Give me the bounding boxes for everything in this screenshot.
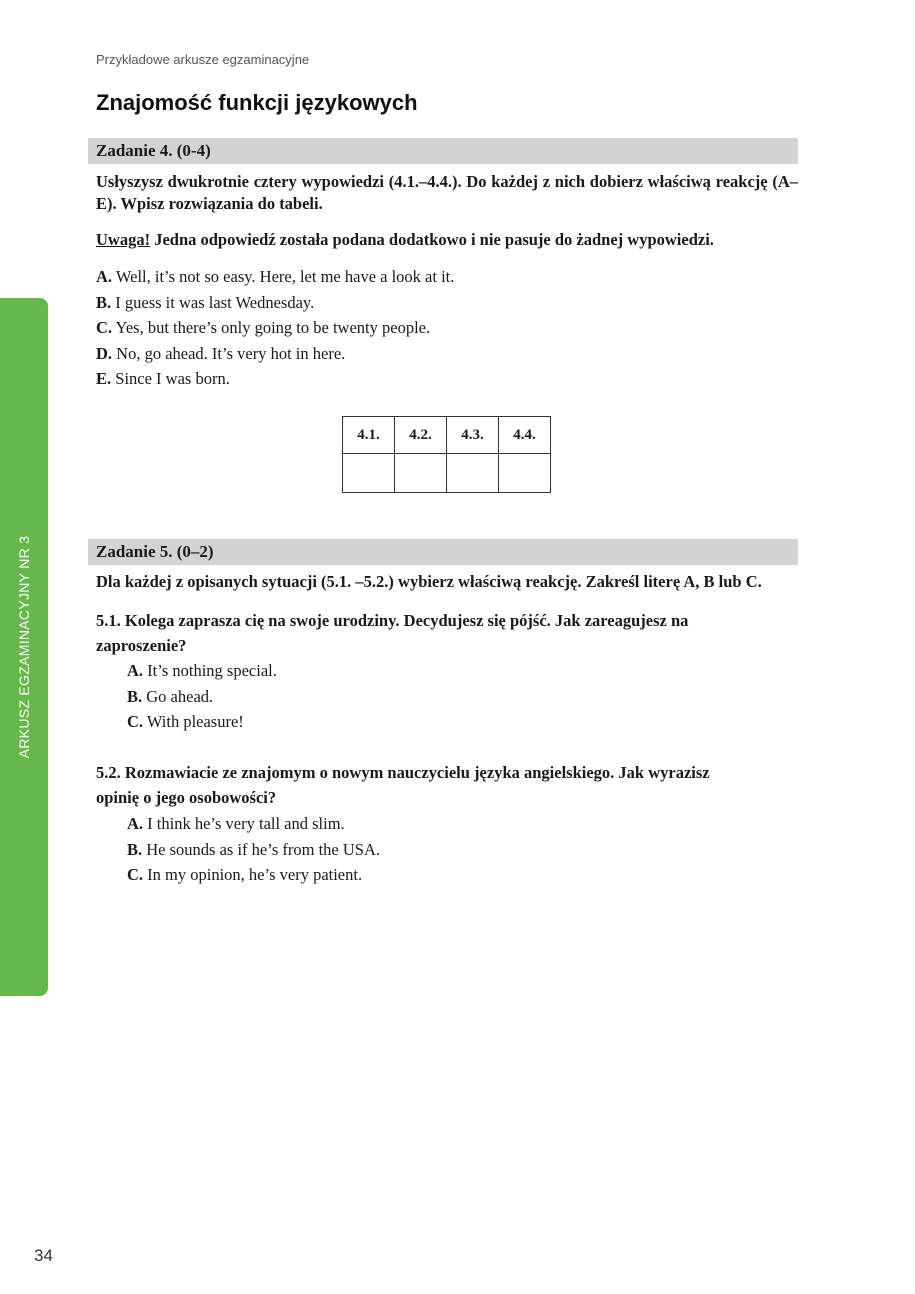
option-d: D. No, go ahead. It’s very hot in here.	[96, 343, 346, 363]
option-a: A. Well, it’s not so easy. Here, let me have a look at it.	[96, 267, 455, 286]
task4-options	[96, 264, 454, 392]
question-5-2: 5.2. Rozmawiacie ze znajomym o nowym nauczycielu języka angielskiego. Jak wyrazisz opinię o jego osobowości?	[96, 763, 710, 807]
note-label: Uwaga!	[96, 230, 151, 249]
option-b: B. I guess it was last Wednesday.	[96, 292, 315, 312]
answer-cell-4-4[interactable]	[499, 454, 551, 493]
answer-cell-4-1[interactable]	[343, 454, 395, 493]
q51-option-c[interactable]: C. With pleasure!	[127, 712, 244, 731]
option-e: E. Since I was born.	[96, 369, 230, 388]
q52-option-a[interactable]: A. I think he’s very tall and slim.	[127, 814, 345, 833]
answer-header-4-2: 4.2.	[395, 417, 447, 454]
answer-header-4-4: 4.4.	[499, 417, 551, 454]
task4-note	[96, 229, 798, 251]
task5-instruction: Dla każdej z opisanych sytuacji (5.1. –5.2.) wybierz właściwą reakcję. Zakreśl literę A, B lub C.	[96, 572, 762, 591]
section-title: Znajomość funkcji językowych	[96, 90, 418, 115]
task4-instruction: Usłyszysz dwukrotnie cztery wypowiedzi (4.1.–4.4.). Do każdej z nich dobierz właściwą reakcję (A–E). Wpisz rozwiązania do tabeli.	[96, 172, 798, 213]
option-c: C. Yes, but there’s only going to be twenty people.	[96, 318, 431, 337]
question-5-2-options	[127, 811, 380, 888]
q52-option-c[interactable]: C. In my opinion, he’s very patient.	[127, 865, 363, 884]
q52-option-b[interactable]: B. He sounds as if he’s from the USA.	[127, 839, 380, 859]
task5-title: Zadanie 5. (0–2)	[88, 539, 798, 565]
question-5-1-options	[127, 658, 277, 735]
note-text: Jedna odpowiedź została podana dodatkowo i nie pasuje do żadnej wypowiedzi.	[150, 230, 714, 249]
q51-option-b[interactable]: B. Go ahead.	[127, 686, 214, 706]
answer-cell-4-3[interactable]	[447, 454, 499, 493]
side-tab-label: ARKUSZ EGZAMINACYJNY NR 3	[16, 535, 32, 759]
answer-table	[342, 416, 551, 493]
question-5-1: 5.1. Kolega zaprasza cię na swoje urodziny. Decydujesz się pójść. Jak zareagujesz na zaproszenie?	[96, 611, 689, 655]
answer-cell-4-2[interactable]	[395, 454, 447, 493]
answer-header-4-1: 4.1.	[343, 417, 395, 454]
running-header: Przykładowe arkusze egzaminacyjne	[96, 52, 310, 67]
answer-header-4-3: 4.3.	[447, 417, 499, 454]
q51-option-a[interactable]: A. It’s nothing special.	[127, 661, 277, 680]
page-number: 34	[34, 1246, 53, 1265]
task4-title: Zadanie 4. (0-4)	[88, 138, 798, 164]
